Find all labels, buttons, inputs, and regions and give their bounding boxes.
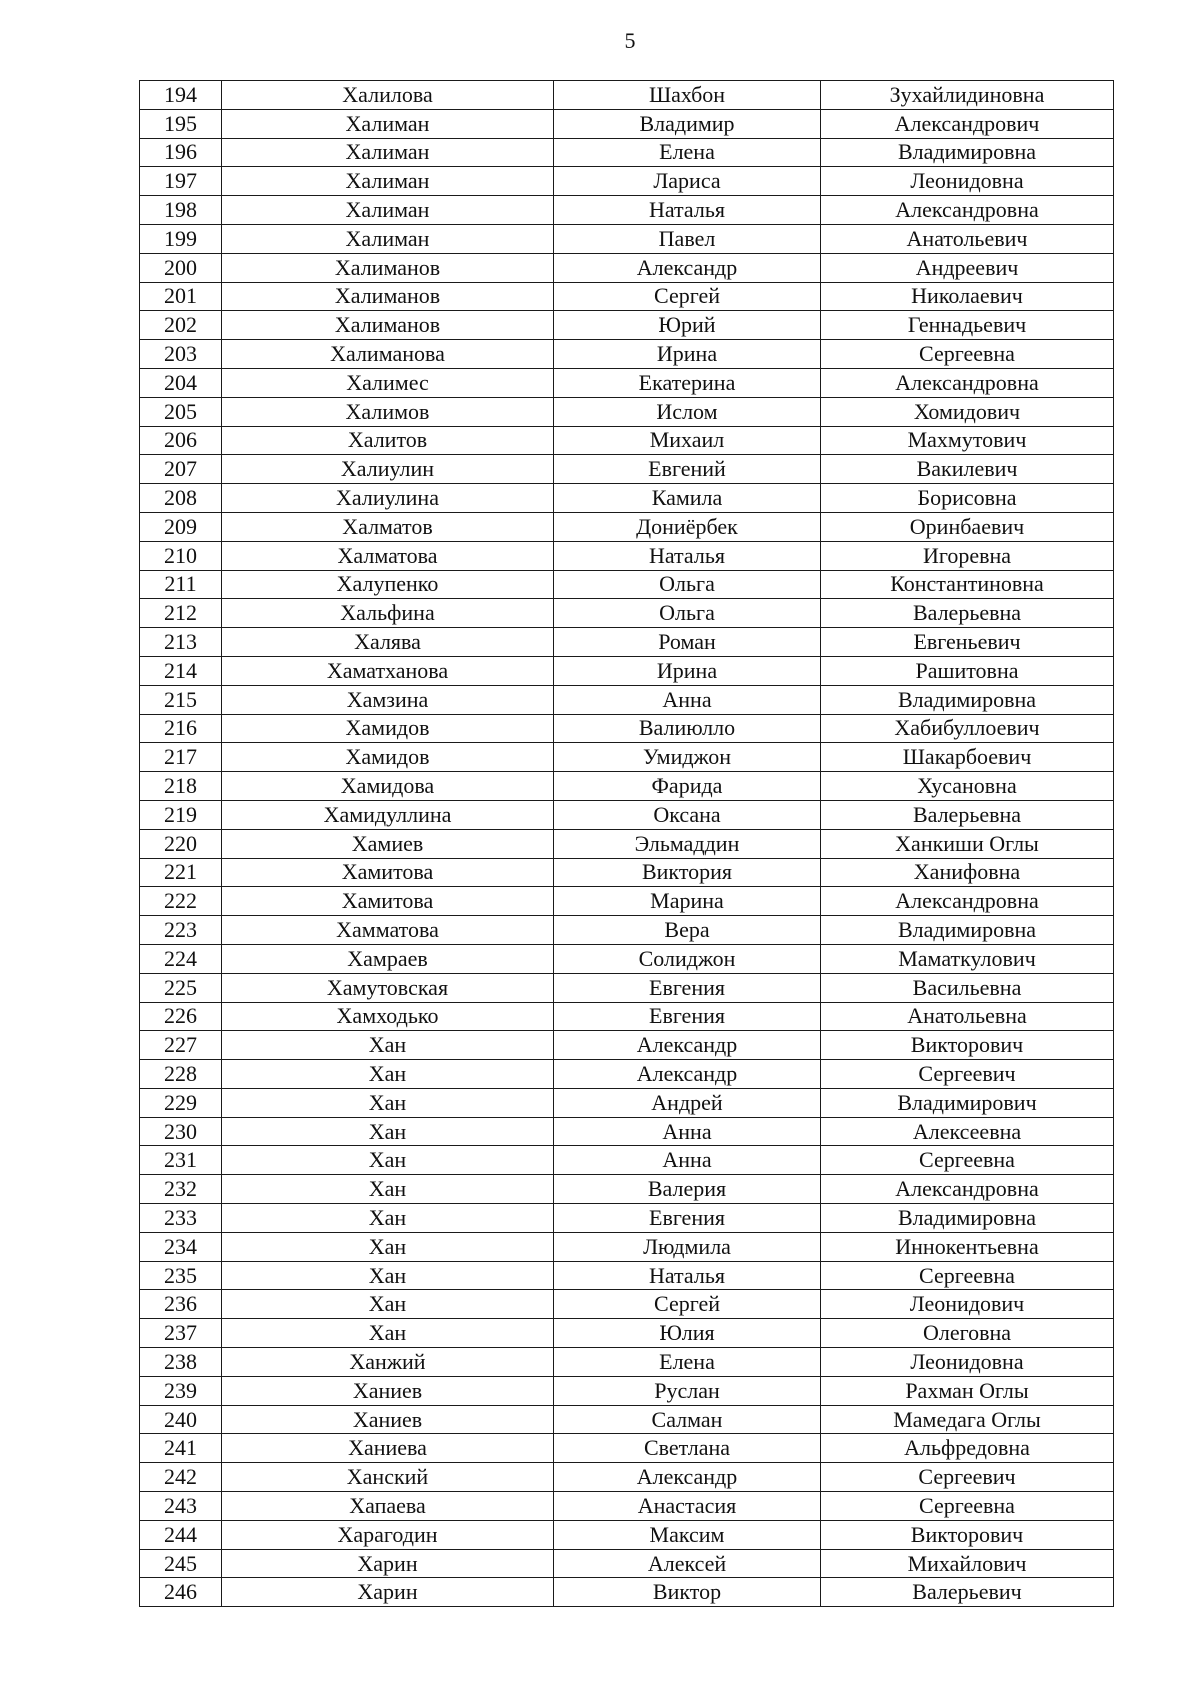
table-row: [140, 714, 1114, 743]
first-name-cell: Виктор: [554, 1578, 821, 1607]
last-name-cell: Хан: [222, 1175, 554, 1204]
first-name-cell: Максим: [554, 1520, 821, 1549]
patronymic-cell: Сергеевна: [821, 1146, 1114, 1175]
table-row: [140, 340, 1114, 369]
table-row: [140, 1088, 1114, 1117]
row-number-cell: 216: [140, 714, 222, 743]
row-number-cell: 220: [140, 829, 222, 858]
first-name-cell: Ольга: [554, 599, 821, 628]
last-name-cell: Халитов: [222, 426, 554, 455]
row-number-cell: 242: [140, 1463, 222, 1492]
row-number-cell: 195: [140, 109, 222, 138]
last-name-cell: Хамраев: [222, 944, 554, 973]
row-number-cell: 202: [140, 311, 222, 340]
table-row: [140, 1434, 1114, 1463]
last-name-cell: Хамитова: [222, 858, 554, 887]
patronymic-cell: Валерьевна: [821, 800, 1114, 829]
patronymic-cell: Хусановна: [821, 772, 1114, 801]
row-number-cell: 224: [140, 944, 222, 973]
first-name-cell: Анна: [554, 685, 821, 714]
last-name-cell: Халиманов: [222, 311, 554, 340]
row-number-cell: 238: [140, 1348, 222, 1377]
last-name-cell: Хан: [222, 1088, 554, 1117]
table-row: [140, 1146, 1114, 1175]
table-row: [140, 224, 1114, 253]
table-row: [140, 109, 1114, 138]
patronymic-cell: Оринбаевич: [821, 512, 1114, 541]
last-name-cell: Ханский: [222, 1463, 554, 1492]
table-row: [140, 512, 1114, 541]
patronymic-cell: Сергеевич: [821, 1463, 1114, 1492]
last-name-cell: Хамидуллина: [222, 800, 554, 829]
first-name-cell: Евгения: [554, 1204, 821, 1233]
last-name-cell: Халилова: [222, 81, 554, 110]
first-name-cell: Михаил: [554, 426, 821, 455]
patronymic-cell: Шакарбоевич: [821, 743, 1114, 772]
first-name-cell: Евгений: [554, 455, 821, 484]
last-name-cell: Хан: [222, 1232, 554, 1261]
last-name-cell: Халматов: [222, 512, 554, 541]
first-name-cell: Ольга: [554, 570, 821, 599]
patronymic-cell: Альфредовна: [821, 1434, 1114, 1463]
patronymic-cell: Валерьевич: [821, 1578, 1114, 1607]
first-name-cell: Лариса: [554, 167, 821, 196]
table-row: [140, 656, 1114, 685]
patronymic-cell: Анатольевич: [821, 224, 1114, 253]
last-name-cell: Хан: [222, 1261, 554, 1290]
patronymic-cell: Владимировна: [821, 1204, 1114, 1233]
table-row: [140, 311, 1114, 340]
last-name-cell: Хан: [222, 1117, 554, 1146]
table-row: [140, 628, 1114, 657]
row-number-cell: 229: [140, 1088, 222, 1117]
table-row: [140, 685, 1114, 714]
names-table-body: [140, 81, 1114, 1607]
patronymic-cell: Александровна: [821, 887, 1114, 916]
last-name-cell: Халматова: [222, 541, 554, 570]
table-row: [140, 1175, 1114, 1204]
first-name-cell: Ирина: [554, 656, 821, 685]
last-name-cell: Хан: [222, 1060, 554, 1089]
table-row: [140, 973, 1114, 1002]
table-row: [140, 944, 1114, 973]
first-name-cell: Евгения: [554, 973, 821, 1002]
first-name-cell: Александр: [554, 1060, 821, 1089]
first-name-cell: Юрий: [554, 311, 821, 340]
last-name-cell: Халиманова: [222, 340, 554, 369]
patronymic-cell: Сергеевна: [821, 1261, 1114, 1290]
first-name-cell: Салман: [554, 1405, 821, 1434]
last-name-cell: Хан: [222, 1204, 554, 1233]
last-name-cell: Халупенко: [222, 570, 554, 599]
table-row: [140, 1319, 1114, 1348]
first-name-cell: Наталья: [554, 541, 821, 570]
row-number-cell: 214: [140, 656, 222, 685]
first-name-cell: Сергей: [554, 282, 821, 311]
row-number-cell: 197: [140, 167, 222, 196]
first-name-cell: Алексей: [554, 1549, 821, 1578]
first-name-cell: Наталья: [554, 1261, 821, 1290]
last-name-cell: Халиман: [222, 196, 554, 225]
first-name-cell: Умиджон: [554, 743, 821, 772]
row-number-cell: 228: [140, 1060, 222, 1089]
table-row: [140, 1549, 1114, 1578]
patronymic-cell: Борисовна: [821, 484, 1114, 513]
row-number-cell: 240: [140, 1405, 222, 1434]
table-row: [140, 282, 1114, 311]
last-name-cell: Ханжий: [222, 1348, 554, 1377]
table-row: [140, 1261, 1114, 1290]
patronymic-cell: Евгеньевич: [821, 628, 1114, 657]
last-name-cell: Халиманов: [222, 253, 554, 282]
row-number-cell: 203: [140, 340, 222, 369]
last-name-cell: Хальфина: [222, 599, 554, 628]
row-number-cell: 231: [140, 1146, 222, 1175]
patronymic-cell: Сергеевна: [821, 340, 1114, 369]
last-name-cell: Хапаева: [222, 1492, 554, 1521]
first-name-cell: Екатерина: [554, 368, 821, 397]
table-row: [140, 397, 1114, 426]
table-row: [140, 772, 1114, 801]
patronymic-cell: Леонидовна: [821, 167, 1114, 196]
patronymic-cell: Андреевич: [821, 253, 1114, 282]
table-row: [140, 253, 1114, 282]
patronymic-cell: Константиновна: [821, 570, 1114, 599]
row-number-cell: 194: [140, 81, 222, 110]
table-row: [140, 167, 1114, 196]
row-number-cell: 246: [140, 1578, 222, 1607]
row-number-cell: 217: [140, 743, 222, 772]
first-name-cell: Елена: [554, 138, 821, 167]
patronymic-cell: Хомидович: [821, 397, 1114, 426]
first-name-cell: Юлия: [554, 1319, 821, 1348]
patronymic-cell: Геннадьевич: [821, 311, 1114, 340]
table-row: [140, 1060, 1114, 1089]
first-name-cell: Камила: [554, 484, 821, 513]
last-name-cell: Халиман: [222, 109, 554, 138]
first-name-cell: Анна: [554, 1117, 821, 1146]
patronymic-cell: Олеговна: [821, 1319, 1114, 1348]
first-name-cell: Александр: [554, 253, 821, 282]
patronymic-cell: Игоревна: [821, 541, 1114, 570]
first-name-cell: Валиюлло: [554, 714, 821, 743]
table-row: [140, 196, 1114, 225]
patronymic-cell: Леонидович: [821, 1290, 1114, 1319]
row-number-cell: 236: [140, 1290, 222, 1319]
first-name-cell: Марина: [554, 887, 821, 916]
table-row: [140, 455, 1114, 484]
first-name-cell: Ислом: [554, 397, 821, 426]
last-name-cell: Харагодин: [222, 1520, 554, 1549]
patronymic-cell: Викторович: [821, 1031, 1114, 1060]
row-number-cell: 200: [140, 253, 222, 282]
row-number-cell: 211: [140, 570, 222, 599]
table-row: [140, 800, 1114, 829]
first-name-cell: Руслан: [554, 1376, 821, 1405]
row-number-cell: 223: [140, 916, 222, 945]
row-number-cell: 232: [140, 1175, 222, 1204]
patronymic-cell: Михайлович: [821, 1549, 1114, 1578]
table-row: [140, 1492, 1114, 1521]
table-row: [140, 1348, 1114, 1377]
patronymic-cell: Владимирович: [821, 1088, 1114, 1117]
last-name-cell: Халиманов: [222, 282, 554, 311]
row-number-cell: 233: [140, 1204, 222, 1233]
row-number-cell: 218: [140, 772, 222, 801]
patronymic-cell: Сергеевич: [821, 1060, 1114, 1089]
table-row: [140, 858, 1114, 887]
row-number-cell: 237: [140, 1319, 222, 1348]
patronymic-cell: Леонидовна: [821, 1348, 1114, 1377]
patronymic-cell: Викторович: [821, 1520, 1114, 1549]
table-row: [140, 887, 1114, 916]
row-number-cell: 210: [140, 541, 222, 570]
first-name-cell: Евгения: [554, 1002, 821, 1031]
row-number-cell: 212: [140, 599, 222, 628]
first-name-cell: Андрей: [554, 1088, 821, 1117]
last-name-cell: Хамходько: [222, 1002, 554, 1031]
row-number-cell: 207: [140, 455, 222, 484]
table-row: [140, 138, 1114, 167]
patronymic-cell: Ханкиши Оглы: [821, 829, 1114, 858]
first-name-cell: Павел: [554, 224, 821, 253]
table-row: [140, 1031, 1114, 1060]
last-name-cell: Харин: [222, 1578, 554, 1607]
first-name-cell: Виктория: [554, 858, 821, 887]
row-number-cell: 196: [140, 138, 222, 167]
patronymic-cell: Хабибуллоевич: [821, 714, 1114, 743]
last-name-cell: Хан: [222, 1031, 554, 1060]
table-row: [140, 1463, 1114, 1492]
table-row: [140, 916, 1114, 945]
patronymic-cell: Васильевна: [821, 973, 1114, 1002]
first-name-cell: Наталья: [554, 196, 821, 225]
last-name-cell: Хамидов: [222, 743, 554, 772]
last-name-cell: Хамидов: [222, 714, 554, 743]
row-number-cell: 235: [140, 1261, 222, 1290]
patronymic-cell: Рашитовна: [821, 656, 1114, 685]
row-number-cell: 206: [140, 426, 222, 455]
first-name-cell: Шахбон: [554, 81, 821, 110]
last-name-cell: Хамматова: [222, 916, 554, 945]
row-number-cell: 219: [140, 800, 222, 829]
last-name-cell: Хан: [222, 1146, 554, 1175]
patronymic-cell: Мамедага Оглы: [821, 1405, 1114, 1434]
row-number-cell: 199: [140, 224, 222, 253]
first-name-cell: Солиджон: [554, 944, 821, 973]
first-name-cell: Людмила: [554, 1232, 821, 1261]
row-number-cell: 241: [140, 1434, 222, 1463]
patronymic-cell: Александровна: [821, 368, 1114, 397]
row-number-cell: 225: [140, 973, 222, 1002]
last-name-cell: Харин: [222, 1549, 554, 1578]
first-name-cell: Владимир: [554, 109, 821, 138]
patronymic-cell: Иннокентьевна: [821, 1232, 1114, 1261]
patronymic-cell: Владимировна: [821, 916, 1114, 945]
patronymic-cell: Владимировна: [821, 138, 1114, 167]
table-row: [140, 81, 1114, 110]
row-number-cell: 205: [140, 397, 222, 426]
patronymic-cell: Зухайлидиновна: [821, 81, 1114, 110]
first-name-cell: Ирина: [554, 340, 821, 369]
patronymic-cell: Ханифовна: [821, 858, 1114, 887]
first-name-cell: Светлана: [554, 1434, 821, 1463]
last-name-cell: Ханиев: [222, 1405, 554, 1434]
last-name-cell: Халимов: [222, 397, 554, 426]
patronymic-cell: Александрович: [821, 109, 1114, 138]
table-row: [140, 1117, 1114, 1146]
last-name-cell: Халиулина: [222, 484, 554, 513]
table-row: [140, 426, 1114, 455]
first-name-cell: Анна: [554, 1146, 821, 1175]
last-name-cell: Халимес: [222, 368, 554, 397]
row-number-cell: 213: [140, 628, 222, 657]
last-name-cell: Халиман: [222, 224, 554, 253]
patronymic-cell: Николаевич: [821, 282, 1114, 311]
table-row: [140, 541, 1114, 570]
patronymic-cell: Алексеевна: [821, 1117, 1114, 1146]
last-name-cell: Хаматханова: [222, 656, 554, 685]
last-name-cell: Хамиев: [222, 829, 554, 858]
table-row: [140, 570, 1114, 599]
row-number-cell: 244: [140, 1520, 222, 1549]
row-number-cell: 226: [140, 1002, 222, 1031]
table-row: [140, 484, 1114, 513]
first-name-cell: Роман: [554, 628, 821, 657]
table-row: [140, 1520, 1114, 1549]
last-name-cell: Хамутовская: [222, 973, 554, 1002]
table-row: [140, 1204, 1114, 1233]
first-name-cell: Сергей: [554, 1290, 821, 1319]
row-number-cell: 222: [140, 887, 222, 916]
table-row: [140, 599, 1114, 628]
last-name-cell: Халиулин: [222, 455, 554, 484]
first-name-cell: Эльмаддин: [554, 829, 821, 858]
row-number-cell: 198: [140, 196, 222, 225]
patronymic-cell: Александровна: [821, 1175, 1114, 1204]
patronymic-cell: Маматкулович: [821, 944, 1114, 973]
last-name-cell: Халиман: [222, 167, 554, 196]
names-table: [139, 80, 1114, 1607]
row-number-cell: 243: [140, 1492, 222, 1521]
table-row: [140, 1376, 1114, 1405]
patronymic-cell: Сергеевна: [821, 1492, 1114, 1521]
names-table-container: [139, 80, 1113, 1607]
patronymic-cell: Владимировна: [821, 685, 1114, 714]
first-name-cell: Валерия: [554, 1175, 821, 1204]
row-number-cell: 239: [140, 1376, 222, 1405]
table-row: [140, 829, 1114, 858]
patronymic-cell: Махмутович: [821, 426, 1114, 455]
patronymic-cell: Александровна: [821, 196, 1114, 225]
last-name-cell: Хамзина: [222, 685, 554, 714]
first-name-cell: Елена: [554, 1348, 821, 1377]
table-row: [140, 1405, 1114, 1434]
table-row: [140, 1290, 1114, 1319]
row-number-cell: 230: [140, 1117, 222, 1146]
row-number-cell: 209: [140, 512, 222, 541]
table-row: [140, 1002, 1114, 1031]
last-name-cell: Халява: [222, 628, 554, 657]
last-name-cell: Ханиев: [222, 1376, 554, 1405]
last-name-cell: Хан: [222, 1290, 554, 1319]
first-name-cell: Оксана: [554, 800, 821, 829]
row-number-cell: 204: [140, 368, 222, 397]
row-number-cell: 201: [140, 282, 222, 311]
table-row: [140, 1578, 1114, 1607]
patronymic-cell: Рахман Оглы: [821, 1376, 1114, 1405]
page-number: 5: [624, 28, 636, 53]
row-number-cell: 208: [140, 484, 222, 513]
first-name-cell: Анастасия: [554, 1492, 821, 1521]
first-name-cell: Александр: [554, 1031, 821, 1060]
first-name-cell: Вера: [554, 916, 821, 945]
table-row: [140, 743, 1114, 772]
patronymic-cell: Валерьевна: [821, 599, 1114, 628]
last-name-cell: Хан: [222, 1319, 554, 1348]
last-name-cell: Халиман: [222, 138, 554, 167]
last-name-cell: Хамидова: [222, 772, 554, 801]
row-number-cell: 227: [140, 1031, 222, 1060]
row-number-cell: 215: [140, 685, 222, 714]
first-name-cell: Александр: [554, 1463, 821, 1492]
first-name-cell: Фарида: [554, 772, 821, 801]
row-number-cell: 221: [140, 858, 222, 887]
row-number-cell: 234: [140, 1232, 222, 1261]
last-name-cell: Ханиева: [222, 1434, 554, 1463]
table-row: [140, 1232, 1114, 1261]
patronymic-cell: Анатольевна: [821, 1002, 1114, 1031]
row-number-cell: 245: [140, 1549, 222, 1578]
table-row: [140, 368, 1114, 397]
first-name-cell: Дониёрбек: [554, 512, 821, 541]
last-name-cell: Хамитова: [222, 887, 554, 916]
patronymic-cell: Вакилевич: [821, 455, 1114, 484]
